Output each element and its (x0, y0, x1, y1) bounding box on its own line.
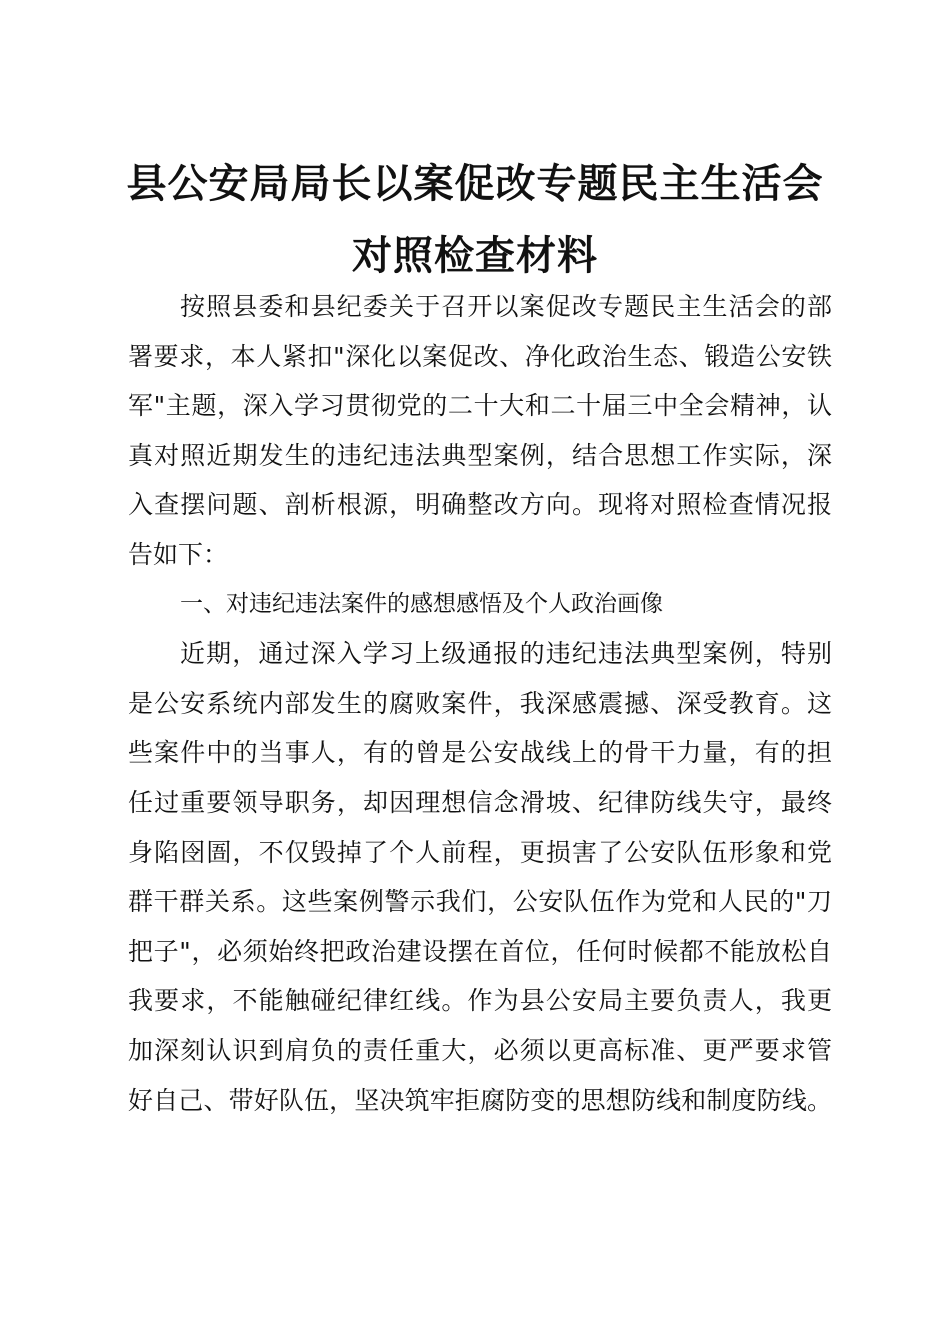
section-heading: 一、对违纪违法案件的感想感悟及个人政治画像 (180, 590, 663, 617)
text-line: 我要求，不能触碰纪律红线。作为县公安局主要负责人，我更 (128, 986, 832, 1016)
text-line: 任过重要领导职务，却因理想信念滑坡、纪律防线失守，最终 (128, 787, 832, 817)
text-line: 告如下： (128, 539, 229, 569)
text-line: 真对照近期发生的违纪违法典型案例，结合思想工作实际，深 (128, 440, 832, 470)
text-line: 按照县委和县纪委关于召开以案促改专题民主生活会的部 (180, 292, 832, 321)
text-line: 群干群关系。这些案例警示我们，公安队伍作为党和人民的"刀 (128, 887, 832, 917)
document-body (128, 282, 832, 1125)
document-title-line-1: 县公安局局长以案促改专题民主生活会 (126, 161, 824, 207)
paragraph-section-1 (128, 629, 832, 1125)
text-line: 好自己、带好队伍，坚决筑牢拒腐防变的思想防线和制度防线。 (128, 1085, 832, 1115)
text-line: 入查摆问题、剖析根源，明确整改方向。现将对照检查情况报 (128, 490, 832, 520)
section-heading-1 (128, 580, 832, 630)
text-line: 军"主题，深入学习贯彻党的二十大和二十届三中全会精神，认 (128, 391, 832, 421)
document-title-line-2: 对照检查材料 (352, 233, 598, 279)
text-line: 署要求，本人紧扣"深化以案促改、净化政治生态、锻造公安铁 (128, 341, 832, 371)
text-line: 把子"，必须始终把政治建设摆在首位，任何时候都不能放松自 (128, 936, 832, 966)
text-line: 加深刻认识到肩负的责任重大，必须以更高标准、更严要求管 (128, 1035, 832, 1065)
text-line: 近期，通过深入学习上级通报的违纪违法典型案例，特别 (180, 639, 832, 669)
text-line: 是公安系统内部发生的腐败案件，我深感震撼、深受教育。这 (128, 688, 832, 718)
paragraph-intro (128, 282, 832, 580)
text-line: 身陷囹圄，不仅毁掉了个人前程，更损害了公安队伍形象和党 (128, 837, 832, 867)
text-line: 些案件中的当事人，有的曾是公安战线上的骨干力量，有的担 (128, 738, 832, 768)
